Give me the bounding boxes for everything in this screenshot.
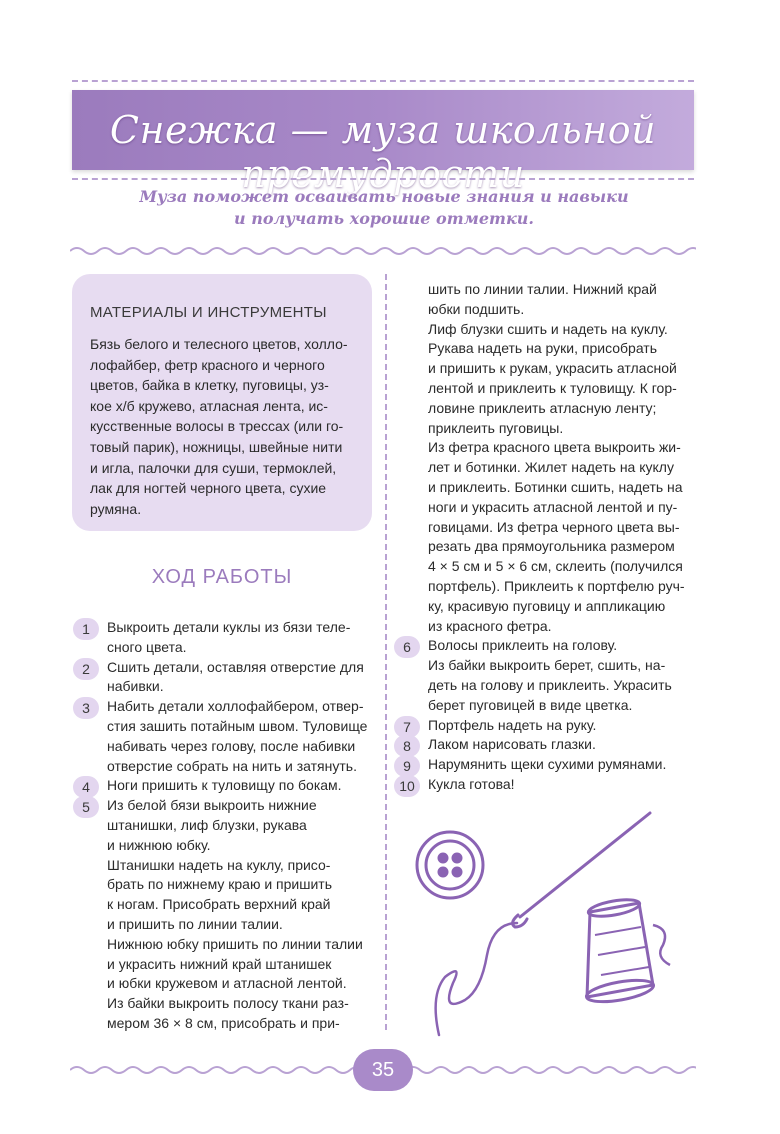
page-number: 35	[353, 1049, 413, 1091]
step-line	[428, 359, 696, 379]
step-text: Из фетра красного цвета выкроить жи-	[428, 439, 681, 456]
step-text: набивать через голову, после набивки	[107, 737, 356, 754]
step-text: и юбки кружевом и атласной лентой.	[107, 975, 347, 992]
materials-line: и игла, палочки для суши, термоклей,	[90, 459, 337, 476]
step-text: 4 × 5 см и 5 × 6 см, склеить (получился	[428, 558, 683, 575]
step-text: берет пуговицей в виде цветка.	[428, 696, 633, 713]
step-text: лентой и приклеить к туловищу. К гор-	[428, 379, 677, 396]
right-steps-column	[399, 280, 696, 795]
step-text: юбки подшить.	[428, 300, 525, 317]
step-line	[428, 280, 696, 300]
step-text: набивки.	[107, 678, 164, 695]
step-text: штанишки, лиф блузки, рукава	[107, 816, 307, 833]
step-text: Набить детали холлофайбером, отвер-	[107, 698, 364, 715]
step-number: 5	[73, 796, 99, 818]
step-line	[428, 676, 696, 696]
step-text: Волосы приклеить на голову.	[428, 637, 618, 654]
step-line	[428, 438, 696, 458]
step-number: 6	[394, 636, 420, 658]
subtitle-line: Муза поможет осваивать новые знания и навыки	[139, 187, 629, 206]
step-line	[428, 557, 696, 577]
step-text: шить по линии талии. Нижний край	[428, 281, 657, 297]
step-line	[403, 716, 696, 736]
step-line	[403, 755, 696, 775]
materials-line: Бязь белого и телесного цветов, холло-	[90, 336, 348, 352]
step-line	[428, 379, 696, 399]
step-text: Из байки выкроить берет, сшить, на-	[428, 657, 666, 674]
step-number: 10	[394, 775, 420, 797]
step-text: и украсить нижний край штанишек	[107, 955, 332, 972]
subtitle-line: и получать хорошие отметки.	[234, 209, 534, 228]
step-line	[107, 677, 375, 697]
step-text: Лиф блузки сшить и надеть на куклу.	[428, 320, 668, 337]
step-text: стия зашить потайным швом. Туловище	[107, 717, 368, 734]
step-text: портфель). Приклеить к портфелю руч-	[428, 577, 685, 594]
step-line	[107, 816, 375, 836]
thread-icon	[436, 923, 517, 1035]
step-line	[428, 597, 696, 617]
step-line	[107, 856, 375, 876]
step-line	[107, 1014, 375, 1034]
step-text: Штанишки надеть на куклу, присо-	[107, 856, 331, 873]
step-line	[428, 696, 696, 716]
step-line	[82, 618, 375, 638]
materials-line: лофайбер, фетр красного и черного	[90, 356, 325, 373]
step-text: брать по нижнему краю и пришить	[107, 876, 332, 893]
step-number: 2	[73, 658, 99, 680]
step-text: Нарумянить щеки сухими румянами.	[428, 756, 667, 773]
step-text: Из байки выкроить полосу ткани раз-	[107, 995, 349, 1012]
step-text: Ноги пришить к туловищу по бокам.	[107, 777, 342, 794]
materials-line: товый парик), ножницы, швейные нити	[90, 438, 343, 455]
step-line	[107, 638, 375, 658]
step-text: говицами. Из фетра черного цвета вы-	[428, 518, 680, 535]
step-text: Портфель надеть на руку.	[428, 716, 597, 733]
left-steps-column	[82, 618, 375, 1034]
step-line	[107, 895, 375, 915]
materials-line: кое х/б кружево, атласная лента, ис-	[90, 397, 328, 414]
step-text: ноги и украсить атласной лентой и пу-	[428, 498, 678, 515]
step-line	[399, 775, 696, 795]
step-text: ку, красивую пуговицу и аппликацию	[428, 597, 666, 614]
step-line	[107, 915, 375, 935]
step-line	[403, 735, 696, 755]
wavy-divider-top	[70, 244, 696, 258]
step-line	[428, 300, 696, 320]
step-line	[107, 875, 375, 895]
step-text: Из белой бязи выкроить нижние	[107, 797, 317, 814]
step-line	[428, 458, 696, 478]
bottom-stitch-line	[72, 178, 694, 180]
step-line	[428, 399, 696, 419]
step-line	[403, 636, 696, 656]
column-divider	[385, 274, 387, 1030]
step-line	[107, 737, 375, 757]
step-number: 3	[73, 697, 99, 719]
step-line	[107, 974, 375, 994]
materials-line: румяна.	[90, 500, 142, 517]
step-line	[428, 617, 696, 637]
step-line	[82, 697, 375, 717]
title-banner	[72, 90, 694, 196]
materials-line: лак для ногтей черного цвета, сухие	[90, 480, 327, 497]
step-line	[428, 656, 696, 676]
page-title: Снежка — муза школьной премудрости	[109, 108, 657, 196]
step-text: и нижнюю юбку.	[107, 836, 211, 853]
step-text: и приклеить. Ботинки сшить, надеть на	[428, 478, 683, 495]
materials-line: цветов, байка в клетку, пуговицы, уз-	[90, 377, 329, 394]
step-line	[428, 577, 696, 597]
step-line	[107, 994, 375, 1014]
step-number: 7	[394, 716, 420, 738]
step-number: 4	[73, 776, 99, 798]
step-text: деть на голову и приклеить. Украсить	[428, 676, 672, 693]
step-line	[107, 757, 375, 777]
step-line	[428, 339, 696, 359]
spool-icon	[585, 897, 670, 1006]
materials-heading: МАТЕРИАЛЫ И ИНСТРУМЕНТЫ	[90, 304, 327, 321]
step-line	[428, 478, 696, 498]
step-text: и пришить по линии талии.	[107, 915, 283, 932]
step-line	[82, 796, 375, 816]
step-line	[428, 419, 696, 439]
button-icon	[417, 832, 483, 898]
materials-line: кусственные волосы в трессах (или го-	[90, 418, 344, 435]
step-line	[107, 717, 375, 737]
sewing-illustration	[405, 805, 695, 1045]
step-text: к ногам. Присобрать верхний край	[107, 896, 331, 913]
step-text: ловине приклеить атласную ленту;	[428, 399, 657, 416]
subtitle	[120, 186, 648, 230]
step-line	[428, 320, 696, 340]
step-line	[428, 518, 696, 538]
step-line	[428, 498, 696, 518]
step-text: Нижнюю юбку пришить по линии талии	[107, 935, 363, 952]
step-text: лет и ботинки. Жилет надеть на куклу	[428, 459, 674, 476]
step-line	[82, 776, 375, 796]
step-text: мером 36 × 8 см, присобрать и при-	[107, 1014, 340, 1031]
materials-box	[72, 274, 372, 531]
step-number: 1	[73, 618, 99, 640]
step-text: приклеить пуговицы.	[428, 419, 564, 436]
step-text: Выкроить детали куклы из бязи теле-	[107, 619, 351, 635]
step-text: Сшить детали, оставляя отверстие для	[107, 658, 364, 675]
step-text: Лаком нарисовать глазки.	[428, 736, 596, 753]
step-text: Кукла готова!	[428, 775, 515, 792]
step-line	[428, 537, 696, 557]
step-text: резать два прямоугольника размером	[428, 538, 675, 555]
step-line	[107, 955, 375, 975]
process-heading: ХОД РАБОТЫ	[151, 566, 293, 588]
step-text: сного цвета.	[107, 638, 187, 655]
step-text: отверстие собрать на нить и затянуть.	[107, 757, 357, 774]
step-text: из красного фетра.	[428, 617, 552, 634]
step-line	[82, 658, 375, 678]
step-line	[107, 935, 375, 955]
top-stitch-line	[72, 80, 694, 82]
step-line	[107, 836, 375, 856]
materials-text	[90, 334, 362, 519]
step-text: Рукава надеть на руки, присобрать	[428, 340, 657, 357]
step-text: и пришить к рукам, украсить атласной	[428, 360, 677, 377]
step-number: 9	[394, 755, 420, 777]
step-number: 8	[394, 735, 420, 757]
